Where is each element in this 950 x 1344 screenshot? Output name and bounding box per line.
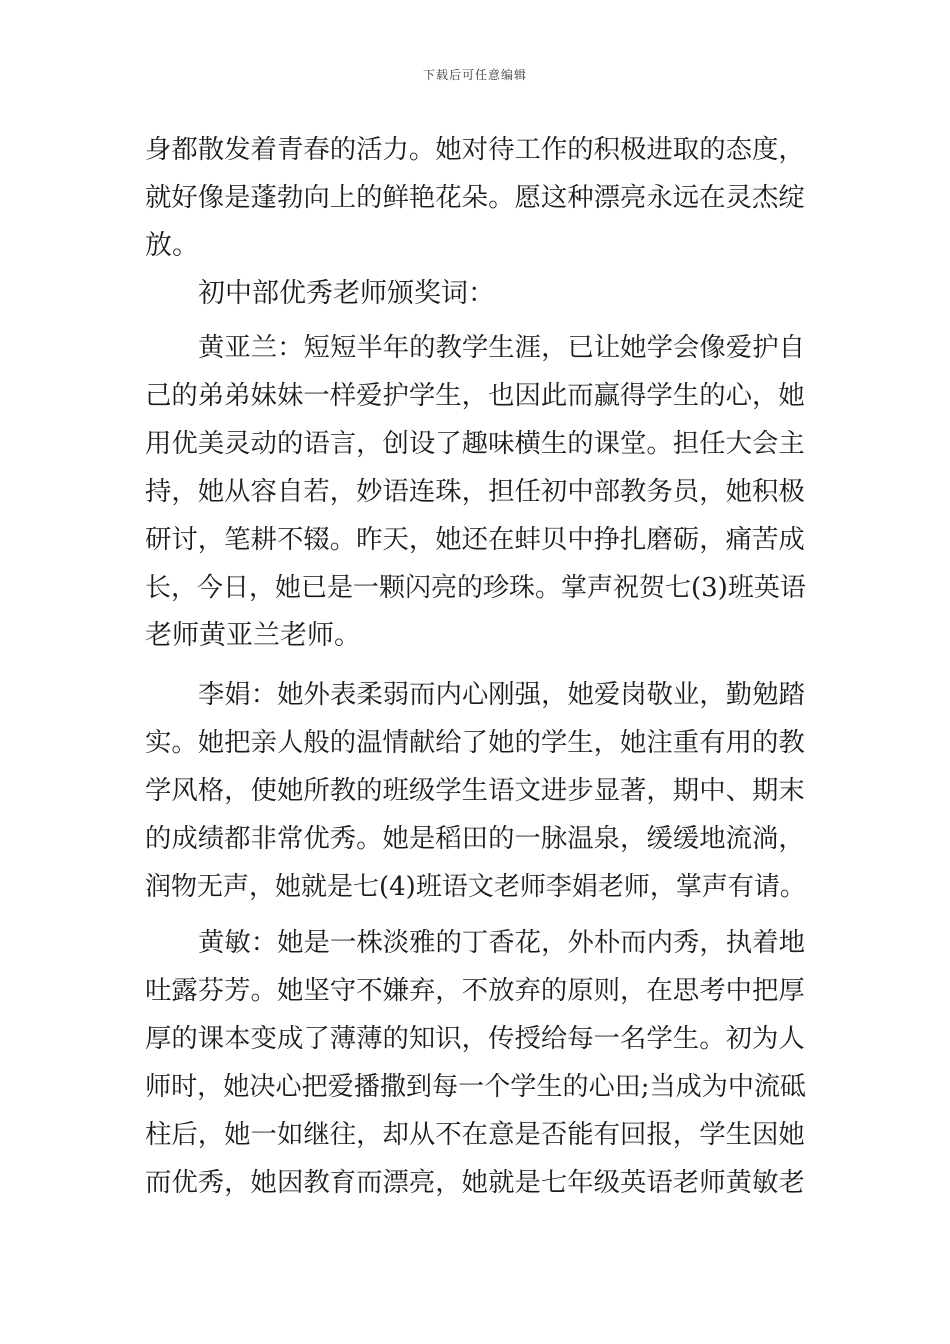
text-line: [0, 921, 950, 965]
page-header: 下载后可任意编辑: [422, 68, 527, 82]
text-line: [0, 1065, 950, 1109]
text-line: [0, 326, 950, 370]
text-line: [0, 769, 950, 813]
line-text: 润物无声，她就是七(4)班语文老师李娟老师，掌声有请。: [145, 872, 806, 902]
line-text: 研讨，笔耕不辍。昨天，她还在蚌贝中挣扎磨砺，痛苦成: [145, 524, 805, 555]
line-text: 学风格，使她所教的班级学生语文进步显著，期中、期末: [145, 775, 805, 806]
line-text: 老师黄亚兰老师。: [145, 620, 361, 651]
text-line: [0, 1113, 950, 1157]
text-line: [0, 817, 950, 861]
line-text: 的成绩都非常优秀。她是稻田的一脉温泉，缓缓地流淌，: [145, 823, 805, 854]
text-line: [0, 176, 950, 220]
paragraph-start: 黄亚兰：短短半年的教学生涯，已让她学会像爱护自: [198, 332, 805, 363]
line-text: 持，她从容自若，妙语连珠，担任初中部教务员，她积极: [145, 476, 805, 507]
line-text: 长，今日，她已是一颗闪亮的珍珠。掌声祝贺七(3)班英语: [145, 573, 806, 603]
text-line: [0, 518, 950, 562]
line-text: 就好像是蓬勃向上的鲜艳花朵。愿这种漂亮永远在灵杰绽: [145, 182, 805, 213]
text-line: [0, 673, 950, 717]
paragraph-start: 李娟：她外表柔弱而内心刚强，她爱岗敬业，勤勉踏: [198, 679, 805, 710]
text-line: [0, 969, 950, 1013]
text-line: [0, 224, 950, 268]
text-line: [0, 272, 950, 316]
line-text: 师时，她决心把爱播撒到每一个学生的心田;当成为中流砥: [145, 1072, 807, 1102]
line-text: 己的弟弟妹妹一样爱护学生，也因此而赢得学生的心，她: [145, 380, 805, 411]
line-text: 用优美灵动的语言，创设了趣味横生的课堂。担任大会主: [145, 428, 805, 459]
text-line: [0, 614, 950, 658]
line-text: 放。: [145, 230, 199, 261]
text-line: [0, 374, 950, 418]
text-line: [0, 865, 950, 909]
section-heading: 初中部优秀老师颁奖词：: [198, 278, 495, 309]
text-line: [0, 470, 950, 514]
line-text: 身都散发着青春的活力。她对待工作的积极进取的态度，: [145, 134, 805, 165]
text-line: [0, 721, 950, 765]
line-text: 而优秀，她因教育而漂亮，她就是七年级英语老师黄敏老: [145, 1167, 805, 1198]
line-text: 吐露芬芳。她坚守不嫌弃，不放弃的原则，在思考中把厚: [145, 975, 805, 1006]
text-line: [0, 1017, 950, 1061]
text-line: [0, 1161, 950, 1205]
paragraph-start: 黄敏：她是一株淡雅的丁香花，外朴而内秀，执着地: [198, 927, 805, 958]
text-line: [0, 422, 950, 466]
line-text: 厚的课本变成了薄薄的知识，传授给每一名学生。初为人: [145, 1023, 805, 1054]
line-text: 实。她把亲人般的温情献给了她的学生，她注重有用的教: [145, 727, 805, 758]
line-text: 柱后，她一如继往，却从不在意是否能有回报，学生因她: [145, 1119, 805, 1150]
text-line: [0, 566, 950, 610]
text-line: [0, 128, 950, 172]
